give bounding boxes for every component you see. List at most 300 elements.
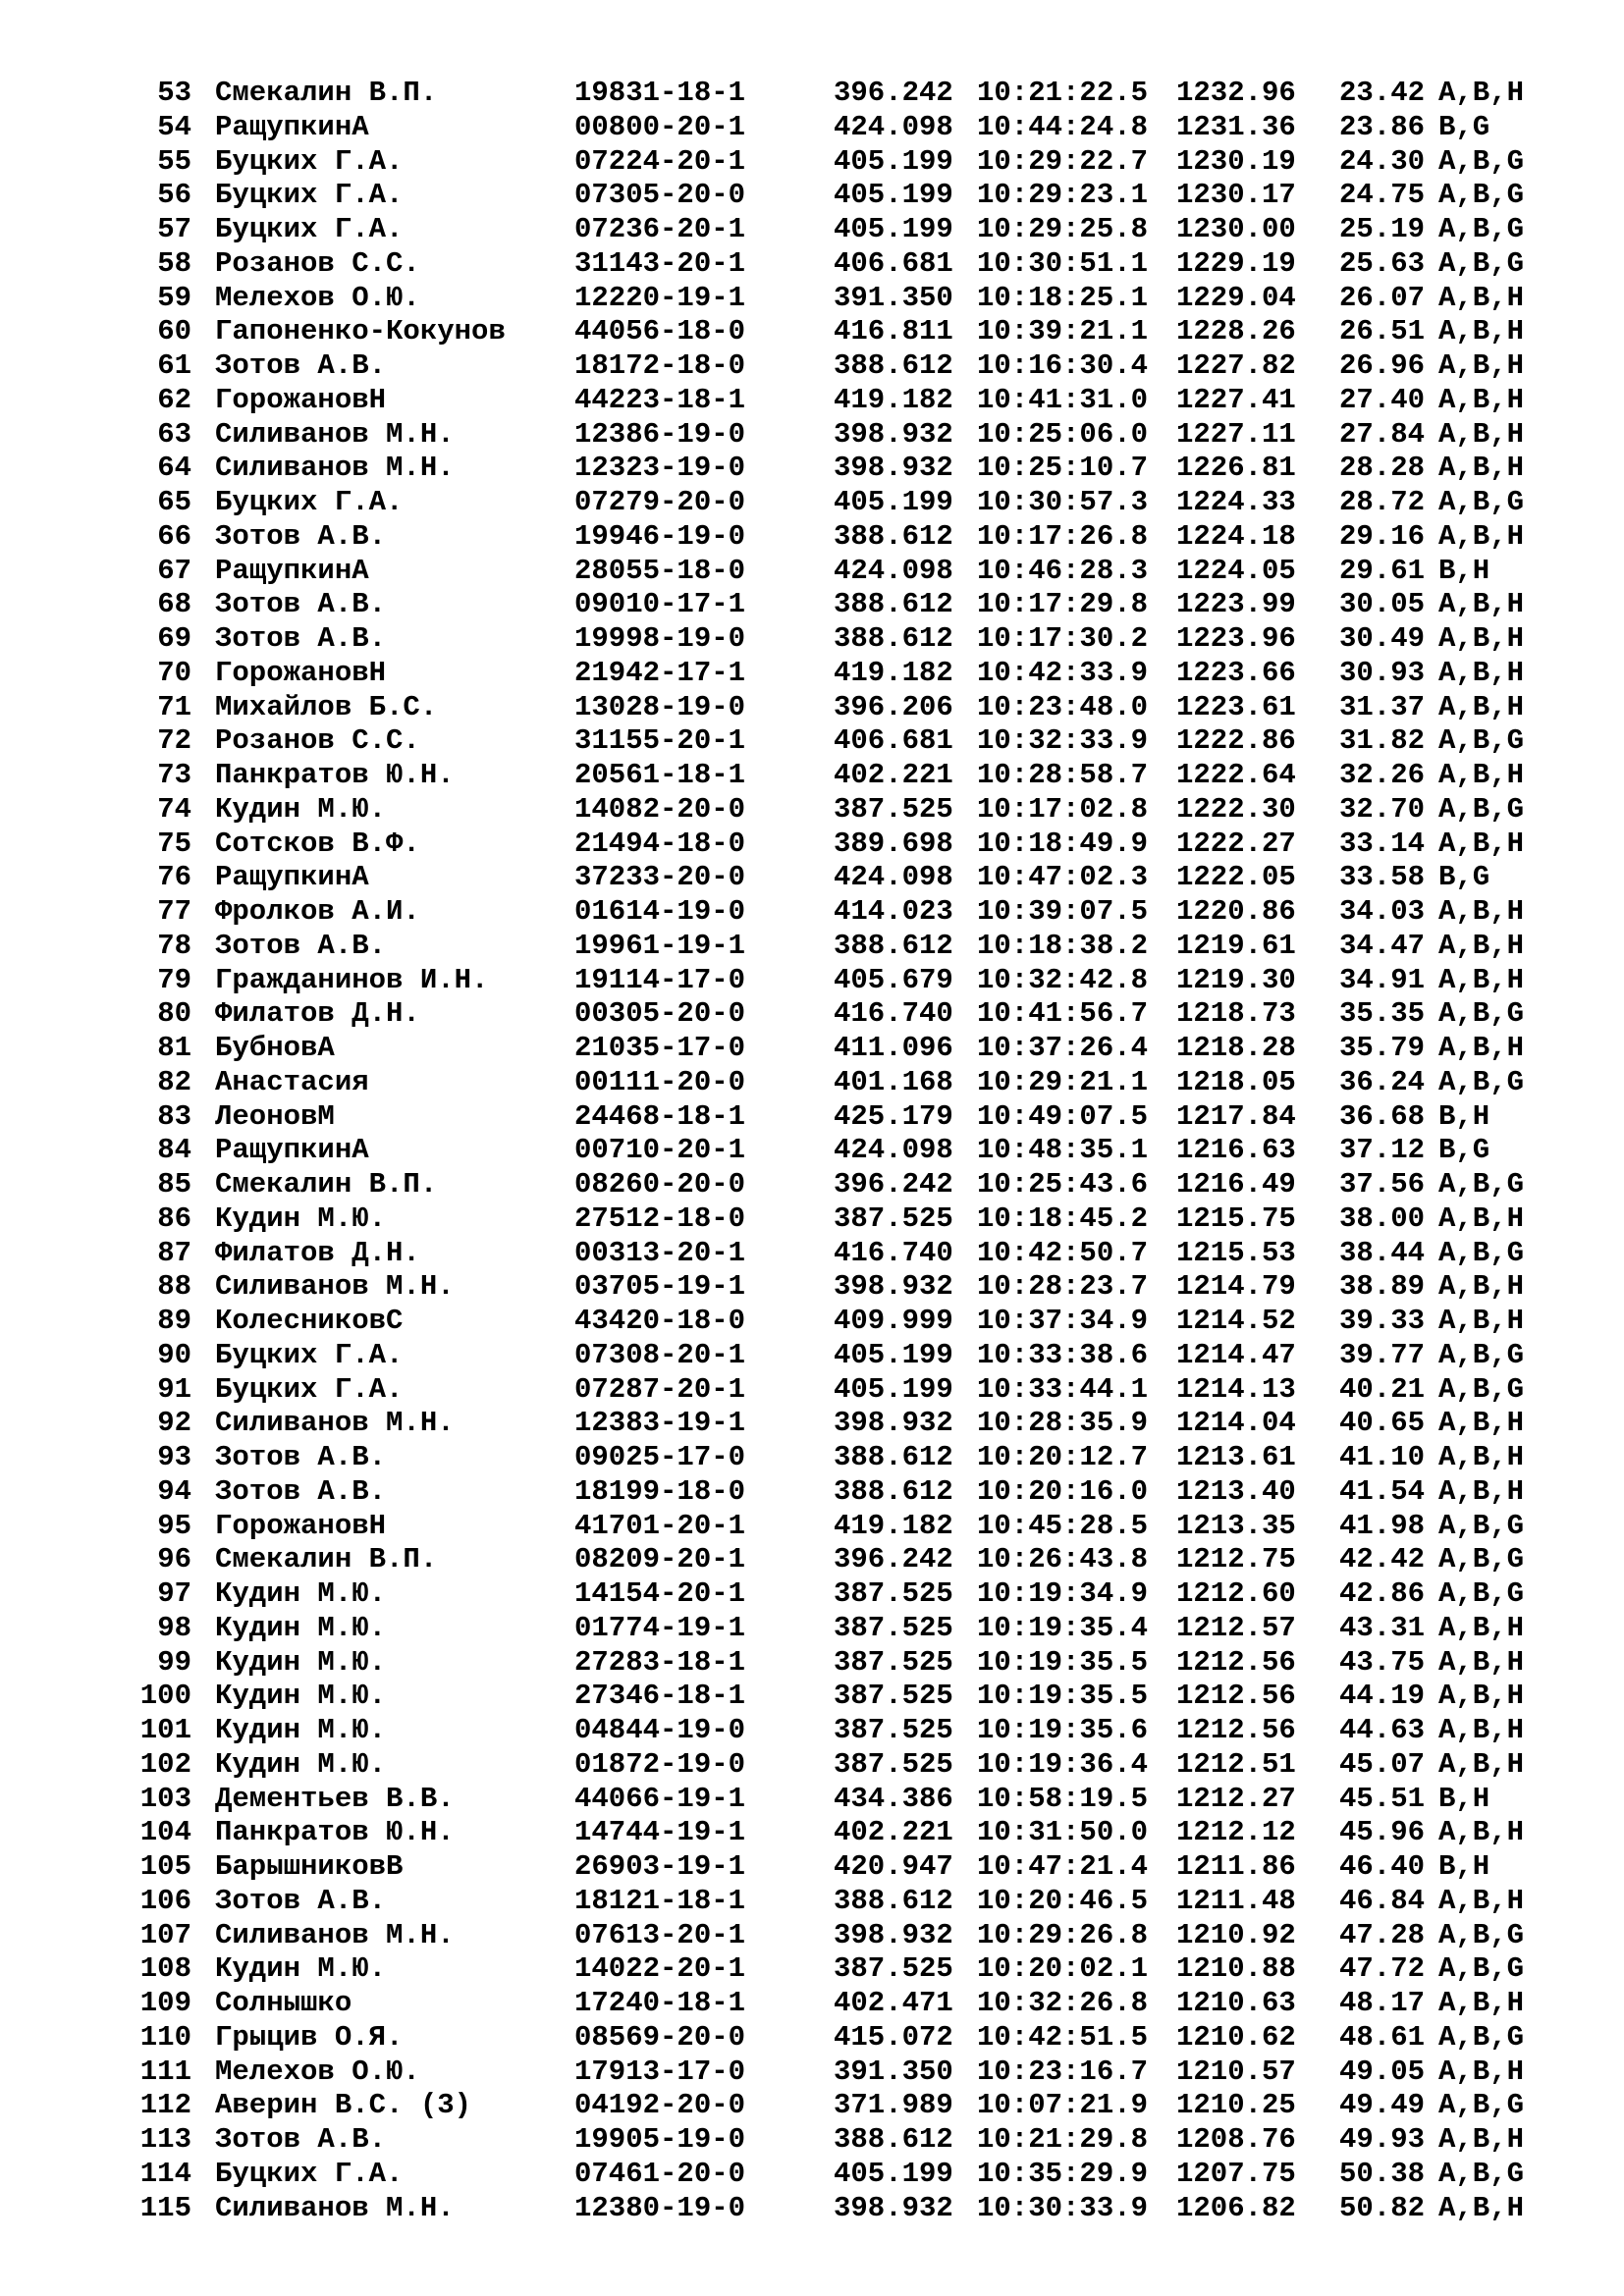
row-name: Солнышко [215, 1987, 352, 2019]
row-distance: 411.096 [834, 1032, 953, 1064]
row-place: 85 [157, 1168, 191, 1201]
row-name: Буцких Г.А. [215, 1338, 404, 1371]
row-place: 54 [157, 110, 191, 143]
row-speed: 1214.13 [1176, 1372, 1296, 1406]
table-row [0, 1339, 1577, 1373]
row-ring-id: 19905-19-0 [574, 2123, 746, 2156]
row-points: 37.12 [1339, 1134, 1426, 1167]
row-arrival-time: 10:41:31.0 [977, 383, 1149, 416]
row-arrival-time: 10:19:35.6 [977, 1714, 1149, 1746]
row-distance: 389.698 [834, 827, 953, 860]
row-arrival-time: 10:42:50.7 [977, 1236, 1149, 1269]
row-arrival-time: 10:39:21.1 [977, 315, 1149, 348]
row-distance: 434.386 [834, 1782, 953, 1815]
row-arrival-time: 10:18:25.1 [977, 281, 1149, 314]
table-row [0, 997, 1577, 1032]
row-distance: 396.242 [834, 1168, 953, 1201]
row-speed: 1213.61 [1176, 1441, 1296, 1473]
row-name: БубновА [215, 1032, 335, 1064]
row-category: A,B,G [1438, 1543, 1525, 1576]
row-ring-id: 12220-19-1 [574, 281, 746, 314]
table-row [0, 452, 1577, 486]
row-ring-id: 41701-20-1 [574, 1509, 746, 1542]
row-category: A,B,H [1438, 315, 1525, 348]
row-arrival-time: 10:49:07.5 [977, 1099, 1149, 1133]
row-points: 23.42 [1339, 77, 1426, 109]
row-arrival-time: 10:19:35.4 [977, 1611, 1149, 1644]
row-speed: 1218.73 [1176, 997, 1296, 1031]
row-speed: 1215.75 [1176, 1201, 1296, 1235]
row-category: A,B,G [1438, 213, 1525, 245]
row-points: 44.63 [1339, 1714, 1426, 1746]
row-category: A,B,H [1438, 895, 1525, 928]
row-place: 64 [157, 452, 191, 485]
row-name: Филатов Д.Н. [215, 1236, 420, 1269]
row-speed: 1231.36 [1176, 110, 1296, 143]
table-row [0, 1510, 1577, 1544]
table-row [0, 1646, 1577, 1681]
row-speed: 1211.86 [1176, 1850, 1296, 1883]
row-points: 35.79 [1339, 1032, 1426, 1064]
table-row [0, 2158, 1577, 2192]
row-place: 113 [139, 2123, 191, 2156]
row-arrival-time: 10:29:21.1 [977, 1065, 1149, 1098]
row-place: 72 [157, 724, 191, 758]
row-place: 104 [139, 1816, 191, 1849]
row-category: A,B,G [1438, 1065, 1525, 1098]
row-name: Розанов С.С. [215, 724, 420, 758]
row-arrival-time: 10:20:02.1 [977, 1952, 1149, 1986]
row-arrival-time: 10:18:45.2 [977, 1201, 1149, 1235]
row-place: 78 [157, 929, 191, 962]
row-speed: 1212.57 [1176, 1611, 1296, 1644]
row-name: Зотов А.В. [215, 1884, 387, 1917]
row-points: 28.28 [1339, 452, 1426, 485]
row-speed: 1229.19 [1176, 246, 1296, 280]
row-speed: 1218.28 [1176, 1032, 1296, 1064]
row-category: A,B,G [1438, 1509, 1525, 1542]
row-place: 74 [157, 792, 191, 826]
row-category: A,B,H [1438, 281, 1525, 314]
row-name: Грыцив О.Я. [215, 2020, 404, 2054]
row-distance: 416.740 [834, 997, 953, 1031]
row-arrival-time: 10:19:36.4 [977, 1747, 1149, 1781]
row-points: 32.26 [1339, 759, 1426, 791]
row-name: Сотсков В.Ф. [215, 827, 420, 860]
table-row [0, 486, 1577, 520]
row-points: 38.00 [1339, 1201, 1426, 1235]
row-arrival-time: 10:33:44.1 [977, 1372, 1149, 1406]
row-name: Буцких Г.А. [215, 144, 404, 178]
table-row [0, 418, 1577, 453]
row-speed: 1223.61 [1176, 690, 1296, 723]
row-category: A,B,H [1438, 1645, 1525, 1679]
row-arrival-time: 10:16:30.4 [977, 349, 1149, 382]
row-distance: 388.612 [834, 588, 953, 621]
row-ring-id: 07279-20-0 [574, 486, 746, 518]
row-distance: 409.999 [834, 1305, 953, 1337]
row-name: Буцких Г.А. [215, 213, 404, 245]
results-table [0, 77, 1577, 2225]
row-arrival-time: 10:46:28.3 [977, 554, 1149, 587]
table-row [0, 1919, 1577, 1953]
row-place: 114 [139, 2157, 191, 2190]
table-row [0, 77, 1577, 111]
row-distance: 420.947 [834, 1850, 953, 1883]
row-place: 97 [157, 1577, 191, 1610]
row-category: A,B,G [1438, 1168, 1525, 1201]
row-category: A,B,H [1438, 519, 1525, 553]
row-ring-id: 44223-18-1 [574, 383, 746, 416]
row-arrival-time: 10:37:34.9 [977, 1305, 1149, 1337]
row-speed: 1216.63 [1176, 1134, 1296, 1167]
row-points: 27.40 [1339, 383, 1426, 416]
row-speed: 1222.30 [1176, 792, 1296, 826]
row-place: 63 [157, 417, 191, 451]
row-category: A,B,H [1438, 690, 1525, 723]
table-row [0, 2021, 1577, 2056]
row-category: A,B,H [1438, 2055, 1525, 2088]
row-category: A,B,G [1438, 1338, 1525, 1371]
row-place: 90 [157, 1338, 191, 1371]
row-name: Кудин М.Ю. [215, 1611, 387, 1644]
row-ring-id: 20561-18-1 [574, 759, 746, 791]
row-arrival-time: 10:30:57.3 [977, 486, 1149, 518]
row-name: Панкратов Ю.Н. [215, 759, 455, 791]
row-place: 98 [157, 1611, 191, 1644]
row-points: 30.49 [1339, 622, 1426, 655]
table-row [0, 861, 1577, 895]
row-name: Силиванов М.Н. [215, 1407, 455, 1440]
table-row [0, 1680, 1577, 1714]
row-place: 101 [139, 1714, 191, 1746]
table-row [0, 622, 1577, 657]
row-arrival-time: 10:39:07.5 [977, 895, 1149, 928]
row-speed: 1230.17 [1176, 179, 1296, 212]
row-points: 26.51 [1339, 315, 1426, 348]
row-category: A,B,H [1438, 1270, 1525, 1304]
row-points: 47.72 [1339, 1952, 1426, 1986]
row-category: A,B,H [1438, 929, 1525, 962]
row-category: A,B,H [1438, 1201, 1525, 1235]
table-row [0, 2123, 1577, 2158]
row-distance: 398.932 [834, 452, 953, 485]
row-speed: 1213.35 [1176, 1509, 1296, 1542]
table-row [0, 1168, 1577, 1202]
row-speed: 1210.62 [1176, 2020, 1296, 2054]
row-ring-id: 28055-18-0 [574, 554, 746, 587]
row-distance: 387.525 [834, 1645, 953, 1679]
row-category: B,H [1438, 1850, 1490, 1883]
row-speed: 1224.33 [1176, 486, 1296, 518]
row-name: Силиванов М.Н. [215, 1270, 455, 1304]
row-name: Зотов А.В. [215, 1441, 387, 1473]
row-arrival-time: 10:32:33.9 [977, 724, 1149, 758]
row-distance: 424.098 [834, 110, 953, 143]
row-name: Панкратов Ю.Н. [215, 1816, 455, 1849]
row-name: Зотов А.В. [215, 622, 387, 655]
row-name: Зотов А.В. [215, 519, 387, 553]
row-name: Кудин М.Ю. [215, 1952, 387, 1986]
table-row [0, 588, 1577, 622]
row-arrival-time: 10:19:34.9 [977, 1577, 1149, 1610]
table-row [0, 1885, 1577, 1919]
row-name: Аверин В.С. (3) [215, 2089, 472, 2122]
row-distance: 414.023 [834, 895, 953, 928]
row-category: A,B,H [1438, 1032, 1525, 1064]
row-distance: 387.525 [834, 1952, 953, 1986]
table-row [0, 384, 1577, 418]
row-ring-id: 07224-20-1 [574, 144, 746, 178]
table-row [0, 1714, 1577, 1748]
row-distance: 387.525 [834, 1201, 953, 1235]
row-speed: 1213.40 [1176, 1474, 1296, 1508]
row-place: 79 [157, 963, 191, 996]
row-place: 75 [157, 827, 191, 860]
table-row [0, 349, 1577, 384]
row-arrival-time: 10:47:02.3 [977, 861, 1149, 894]
row-points: 31.82 [1339, 724, 1426, 758]
row-ring-id: 14744-19-1 [574, 1816, 746, 1849]
row-distance: 405.679 [834, 963, 953, 996]
row-place: 115 [139, 2191, 191, 2224]
row-arrival-time: 10:17:30.2 [977, 622, 1149, 655]
table-row [0, 1952, 1577, 1987]
row-category: A,B,H [1438, 1474, 1525, 1508]
row-arrival-time: 10:28:58.7 [977, 759, 1149, 791]
table-row [0, 145, 1577, 180]
row-speed: 1212.56 [1176, 1680, 1296, 1713]
row-category: A,B,H [1438, 2123, 1525, 2156]
row-ring-id: 00800-20-1 [574, 110, 746, 143]
row-name: Кудин М.Ю. [215, 1645, 387, 1679]
row-points: 50.38 [1339, 2157, 1426, 2190]
row-points: 25.63 [1339, 246, 1426, 280]
row-category: A,B,H [1438, 2191, 1525, 2224]
row-points: 32.70 [1339, 792, 1426, 826]
row-speed: 1219.61 [1176, 929, 1296, 962]
row-arrival-time: 10:29:25.8 [977, 213, 1149, 245]
row-distance: 388.612 [834, 349, 953, 382]
row-speed: 1219.30 [1176, 963, 1296, 996]
table-row [0, 895, 1577, 930]
row-ring-id: 37233-20-0 [574, 861, 746, 894]
row-arrival-time: 10:31:50.0 [977, 1816, 1149, 1849]
row-distance: 388.612 [834, 1441, 953, 1473]
row-name: Кудин М.Ю. [215, 1201, 387, 1235]
row-category: A,B,H [1438, 759, 1525, 791]
table-row [0, 691, 1577, 725]
row-name: Розанов С.С. [215, 246, 420, 280]
row-place: 71 [157, 690, 191, 723]
row-speed: 1229.04 [1176, 281, 1296, 314]
row-points: 35.35 [1339, 997, 1426, 1031]
row-points: 48.17 [1339, 1987, 1426, 2019]
row-distance: 396.206 [834, 690, 953, 723]
row-speed: 1223.99 [1176, 588, 1296, 621]
row-points: 39.77 [1339, 1338, 1426, 1371]
row-ring-id: 44066-19-1 [574, 1782, 746, 1815]
row-name: Мелехов О.Ю. [215, 281, 420, 314]
row-distance: 406.681 [834, 246, 953, 280]
row-arrival-time: 10:45:28.5 [977, 1509, 1149, 1542]
row-distance: 398.932 [834, 417, 953, 451]
row-ring-id: 09010-17-1 [574, 588, 746, 621]
row-ring-id: 07236-20-1 [574, 213, 746, 245]
row-distance: 388.612 [834, 1474, 953, 1508]
row-points: 44.19 [1339, 1680, 1426, 1713]
row-category: B,G [1438, 110, 1490, 143]
row-distance: 388.612 [834, 519, 953, 553]
row-distance: 424.098 [834, 554, 953, 587]
row-distance: 405.199 [834, 1372, 953, 1406]
row-ring-id: 07613-20-1 [574, 1918, 746, 1951]
row-distance: 387.525 [834, 1714, 953, 1746]
table-row [0, 247, 1577, 282]
row-name: Кудин М.Ю. [215, 1714, 387, 1746]
row-place: 77 [157, 895, 191, 928]
row-points: 45.96 [1339, 1816, 1426, 1849]
row-place: 66 [157, 519, 191, 553]
row-speed: 1230.00 [1176, 213, 1296, 245]
row-category: A,B,G [1438, 2089, 1525, 2122]
row-category: A,B,H [1438, 349, 1525, 382]
row-ring-id: 08260-20-0 [574, 1168, 746, 1201]
row-name: РащупкинА [215, 110, 369, 143]
row-distance: 424.098 [834, 861, 953, 894]
row-distance: 388.612 [834, 1884, 953, 1917]
row-place: 93 [157, 1441, 191, 1473]
row-name: Буцких Г.А. [215, 486, 404, 518]
row-speed: 1222.05 [1176, 861, 1296, 894]
table-row [0, 1237, 1577, 1271]
row-name: ГорожановН [215, 1509, 387, 1542]
row-distance: 398.932 [834, 1270, 953, 1304]
row-name: Зотов А.В. [215, 349, 387, 382]
row-category: A,B,G [1438, 1952, 1525, 1986]
row-place: 108 [139, 1952, 191, 1986]
row-speed: 1230.19 [1176, 144, 1296, 178]
table-row [0, 793, 1577, 828]
row-distance: 371.989 [834, 2089, 953, 2122]
row-name: Силиванов М.Н. [215, 452, 455, 485]
row-arrival-time: 10:18:49.9 [977, 827, 1149, 860]
row-place: 89 [157, 1305, 191, 1337]
row-speed: 1212.75 [1176, 1543, 1296, 1576]
row-points: 34.03 [1339, 895, 1426, 928]
row-ring-id: 07287-20-1 [574, 1372, 746, 1406]
table-row [0, 1100, 1577, 1135]
row-place: 107 [139, 1918, 191, 1951]
row-speed: 1214.79 [1176, 1270, 1296, 1304]
row-ring-id: 03705-19-1 [574, 1270, 746, 1304]
row-category: A,B,G [1438, 792, 1525, 826]
row-ring-id: 27512-18-0 [574, 1201, 746, 1235]
row-distance: 425.179 [834, 1099, 953, 1133]
row-distance: 402.221 [834, 1816, 953, 1849]
row-points: 26.96 [1339, 349, 1426, 382]
table-row [0, 1475, 1577, 1510]
row-place: 111 [139, 2055, 191, 2088]
row-ring-id: 04192-20-0 [574, 2089, 746, 2122]
row-speed: 1227.11 [1176, 417, 1296, 451]
row-name: Кудин М.Ю. [215, 1680, 387, 1713]
row-speed: 1220.86 [1176, 895, 1296, 928]
row-ring-id: 01872-19-0 [574, 1747, 746, 1781]
row-category: A,B,H [1438, 1305, 1525, 1337]
row-place: 100 [139, 1680, 191, 1713]
row-category: A,B,G [1438, 2020, 1525, 2054]
table-row [0, 1783, 1577, 1817]
row-name: КолесниковС [215, 1305, 404, 1337]
table-row [0, 2056, 1577, 2090]
row-points: 34.47 [1339, 929, 1426, 962]
row-arrival-time: 10:21:29.8 [977, 2123, 1149, 2156]
row-points: 33.58 [1339, 861, 1426, 894]
row-distance: 396.242 [834, 77, 953, 109]
row-name: Зотов А.В. [215, 1474, 387, 1508]
row-category: A,B,G [1438, 179, 1525, 212]
row-points: 40.65 [1339, 1407, 1426, 1440]
row-category: A,B,H [1438, 1714, 1525, 1746]
row-arrival-time: 10:30:33.9 [977, 2191, 1149, 2224]
row-name: Кудин М.Ю. [215, 1747, 387, 1781]
row-speed: 1212.60 [1176, 1577, 1296, 1610]
row-name: РащупкинА [215, 554, 369, 587]
row-place: 103 [139, 1782, 191, 1815]
row-category: A,B,G [1438, 2157, 1525, 2190]
row-ring-id: 07461-20-0 [574, 2157, 746, 2190]
row-place: 112 [139, 2089, 191, 2122]
row-distance: 405.199 [834, 213, 953, 245]
row-place: 83 [157, 1099, 191, 1133]
row-name: Смекалин В.П. [215, 1543, 438, 1576]
row-ring-id: 09025-17-0 [574, 1441, 746, 1473]
row-ring-id: 04844-19-0 [574, 1714, 746, 1746]
row-distance: 405.199 [834, 144, 953, 178]
row-category: B,H [1438, 554, 1490, 587]
row-speed: 1224.18 [1176, 519, 1296, 553]
row-arrival-time: 10:20:16.0 [977, 1474, 1149, 1508]
row-ring-id: 18121-18-1 [574, 1884, 746, 1917]
row-distance: 416.811 [834, 315, 953, 348]
row-speed: 1215.53 [1176, 1236, 1296, 1269]
row-category: A,B,H [1438, 963, 1525, 996]
table-row [0, 828, 1577, 862]
row-distance: 387.525 [834, 1680, 953, 1713]
row-category: A,B,H [1438, 1611, 1525, 1644]
row-speed: 1228.26 [1176, 315, 1296, 348]
table-row [0, 724, 1577, 759]
row-place: 69 [157, 622, 191, 655]
row-ring-id: 13028-19-0 [574, 690, 746, 723]
row-speed: 1223.66 [1176, 656, 1296, 689]
row-distance: 405.199 [834, 1338, 953, 1371]
row-name: Михайлов Б.С. [215, 690, 438, 723]
row-category: A,B,H [1438, 1680, 1525, 1713]
row-name: БарышниковВ [215, 1850, 404, 1883]
row-speed: 1207.75 [1176, 2157, 1296, 2190]
table-row [0, 315, 1577, 349]
row-category: A,B,G [1438, 486, 1525, 518]
table-row [0, 2192, 1577, 2226]
row-speed: 1212.51 [1176, 1747, 1296, 1781]
row-speed: 1223.96 [1176, 622, 1296, 655]
row-place: 53 [157, 77, 191, 109]
table-row [0, 1612, 1577, 1646]
row-distance: 416.740 [834, 1236, 953, 1269]
row-speed: 1212.12 [1176, 1816, 1296, 1849]
